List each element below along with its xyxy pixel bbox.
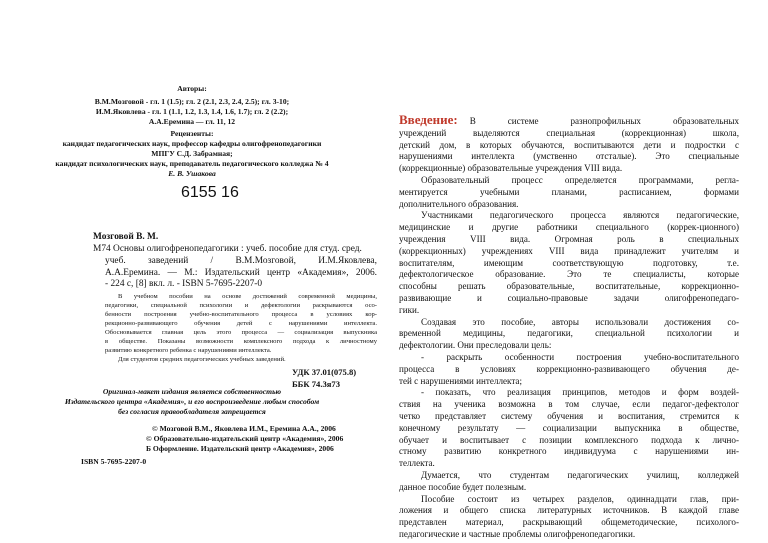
text-line: (коррекционных) учреждениях VIII вида принадлежит учителям и <box>399 245 739 256</box>
catalog-line: учеб. заведений / В.М.Мозговой, И.М.Яковлева, <box>105 256 377 266</box>
introduction-text <box>399 114 739 541</box>
abstract-line: В учебном пособии на основе достижений современной медицины, <box>118 293 377 300</box>
right-page <box>384 0 768 543</box>
abstract-line: в обществе. Показаны возможности комплексного подхода к личностному <box>105 338 377 345</box>
book-author: Мозговой В. М. <box>93 232 159 242</box>
notice-line: Оригинал-макет издания является собственностью <box>102 387 282 396</box>
text-line: учреждения VIII вида. Огромная роль в специальных <box>399 233 739 244</box>
text-line: учреждений выделяются специальная (коррекционная) школа, <box>399 127 739 138</box>
text-line: гики. <box>399 304 420 315</box>
notice-line: Издательского центра «Академия», и его воспроизведение любым способом <box>64 397 320 406</box>
text-line: представлен материал, раскрывающий общеметодические, психолого- <box>399 517 739 528</box>
text-line: теллекта. <box>399 458 435 469</box>
text-line: дефектологическое образование. Это те специалисты, которые <box>399 269 739 280</box>
udk-code: УДК 37.01(075.8) <box>292 367 357 377</box>
notice-line: без согласия правообладателя запрещается <box>118 407 266 416</box>
copyright-line: © Мозговой В.М., Яковлева И.М., Еремина А.А., 2006 <box>152 424 336 433</box>
text-line: нарушениями интеллекта (умственно отсталые). Это специальные <box>399 151 739 162</box>
abstract-line: педагогики, специальной психологии и дефектологии раскрываются осо- <box>105 302 377 309</box>
abstract-line: Обосновывается главная цель этого процесса — социализация выпускника <box>105 329 377 336</box>
text-line: способны решать образовательные, воспитательные, коррекционно- <box>399 281 739 292</box>
text-line: обучает и воспитывает с позиции комплексного подхода к лично- <box>399 434 739 445</box>
catalog-line: - 224 с, [8] вкл. л. - ISBN 5-7695-2207-0 <box>105 279 263 289</box>
text-line: детский дом, в которых обучаются, воспитываются дети и подростки с <box>399 139 739 150</box>
text-line: дополнительного образования. <box>399 198 519 209</box>
text-line: - раскрыть особенности построения учебно-воспитательного <box>421 351 739 362</box>
text-line: Образовательный процесс определяется программами, регла- <box>421 174 739 185</box>
abstract-line: бенности построения учебно-воспитательного процесса в условиях кор- <box>105 311 377 318</box>
text-line: медицинские и другие работники специального (коррек-ционного) <box>399 222 739 233</box>
code-number: 6155 16 <box>181 184 239 201</box>
text-line: развивающие и социально-правовые задачи олигофренопедаго- <box>399 292 739 303</box>
copyright-line: Б Оформление. Издательский центр «Академия», 2006 <box>146 444 334 453</box>
abstract-line: рекционно-развивающего обучения детей с нарушениями интеллекта. <box>105 320 377 327</box>
author-line: В.М.Мозговой - гл. 1 (1.5); гл. 2 (2.1, 2.3, 2.4, 2.5); гл. 3-10; <box>94 97 290 106</box>
text-line: В системе разнопрофильных образовательных <box>469 116 739 126</box>
text-line: четко представляет систему обучения и воспитания, стремится к <box>399 410 739 421</box>
text-line: процесса в условиях коррекционно-развивающего обучения де- <box>399 363 739 374</box>
text-line: ложения и общего списка литературных источников. В каждой главе <box>399 505 739 516</box>
author-line: А.А.Еремина — гл. 11, 12 <box>148 117 236 126</box>
text-line: Думается, что студентам педагогических училищ, колледжей <box>421 469 739 480</box>
reviewer-line: кандидат педагогических наук, профессор кафедры олигофренопедагогики <box>62 139 322 148</box>
abstract-line: развитию конкретного ребенка с нарушениями интеллекта. <box>105 347 272 354</box>
text-line: временной медицины, педагогики, специальной психологии и <box>399 328 739 339</box>
catalog-line: М74 Основы олигофренопедагогики : учеб. пособие для студ. сред. <box>93 244 362 254</box>
catalog-line: А.А.Еремина. — М.: Издательский центр «Академия», 2006. <box>105 268 377 278</box>
text-line: - показать, что реализация принципов, методов и форм воздей- <box>421 387 739 398</box>
text-line: (коррекционные) образовательные учреждения VIII вида. <box>399 163 623 174</box>
text-line: данное пособие будет полезным. <box>399 481 527 492</box>
text-line: стному развитию конкретного индивидуума с нарушениями ин- <box>399 446 739 457</box>
text-line: ствия на ученика возможна в том случае, если педагог-дефектолог <box>399 399 739 410</box>
text-line: конечному результату — социализации выпускника в обществе, <box>399 422 739 433</box>
authors-heading: Авторы: <box>177 84 207 93</box>
intro-first-line <box>399 114 739 128</box>
text-line: тей с нарушениями интеллекта; <box>399 375 522 386</box>
audience-note: Для студентов средних педагогических учебных заведений. <box>118 356 286 363</box>
text-line: Пособие состоит из четырех разделов, одиннадцати глав, при- <box>421 493 739 504</box>
isbn: ISBN 5-7695-2207-0 <box>81 457 147 466</box>
reviewer-line: МПГУ С.Д. Забрамная; <box>151 149 233 158</box>
reviewers-heading: Рецензенты: <box>170 129 214 138</box>
text-line: дефектологии. Они преследовали цель: <box>399 340 552 351</box>
text-line: ментируется учебными планами, расписанием, формами <box>399 186 739 197</box>
text-line: Участниками педагогического процесса являются педагогические, <box>421 210 739 221</box>
text-line: воспитателям, имеющим соответствующую подготовку, т.е. <box>399 257 739 268</box>
reviewer-line: Е. В. Ушакова <box>168 169 216 178</box>
reviewer-line: кандидат психологических наук, преподаватель педагогического колледжа № 4 <box>55 159 329 168</box>
text-line: Создавая это пособие, авторы использовали достижения со- <box>421 316 739 327</box>
bbk-code: ББК 74.3я73 <box>292 379 341 389</box>
copyright-line: © Образовательно-издательский центр «Академия», 2006 <box>146 434 344 443</box>
introduction-heading: Введение: <box>399 114 458 127</box>
text-line: педагогические и частные проблемы олигофренопедагогики. <box>399 528 636 539</box>
author-line: И.М.Яковлева - гл. 1 (1.1, 1.2, 1.3, 1.4, 1.6, 1.7); гл. 2 (2.2); <box>95 107 289 116</box>
